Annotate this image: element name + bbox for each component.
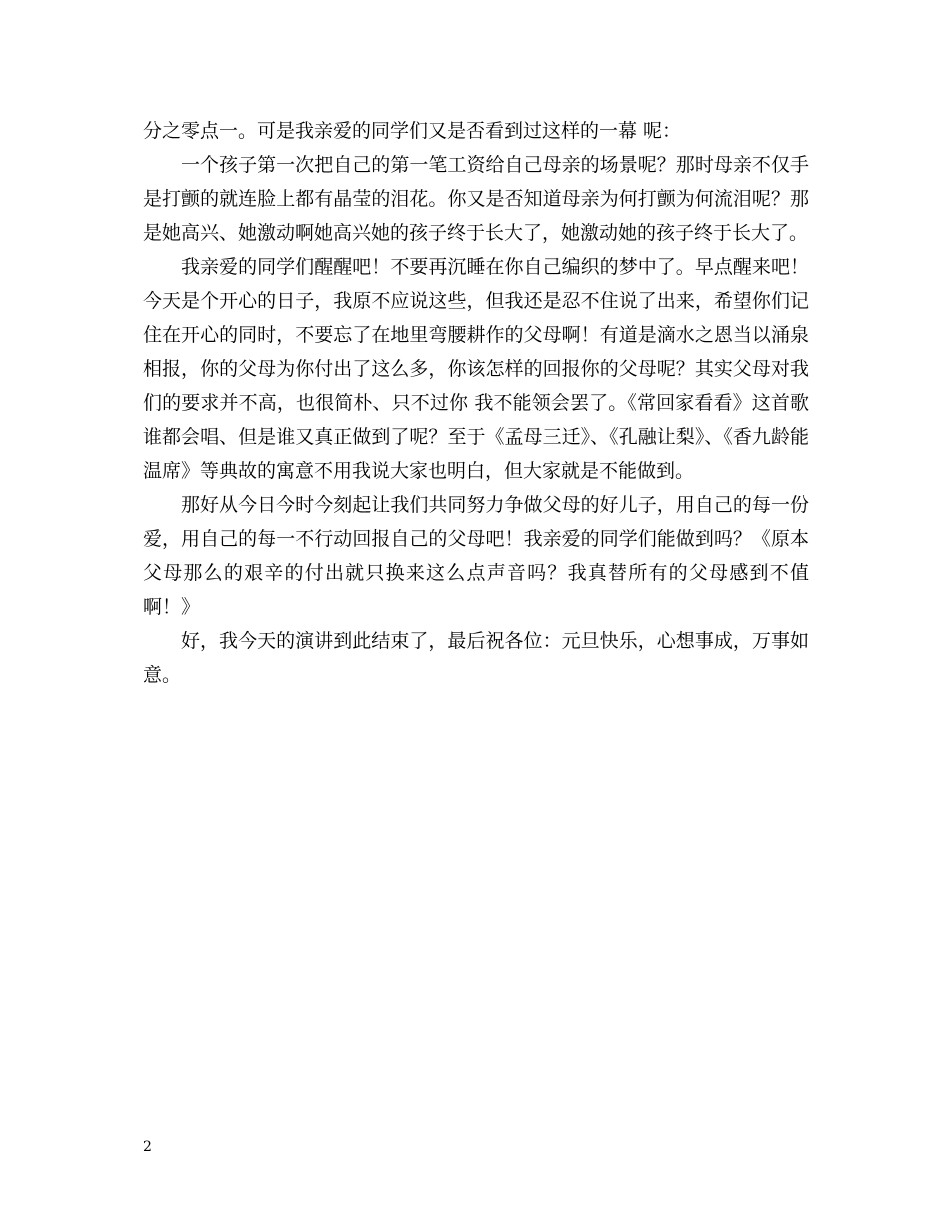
paragraph-2: 一个孩子第一次把自己的第一笔工资给自己母亲的场景呢？那时母亲不仅手是打颤的就连脸上都有晶莹的泪花。你又是否知道母亲为何打颤为何流泪呢？那是她高兴、她激动啊她高兴她的孩子终于长大了，她激动她的孩子终于长大了。 [143,154,809,244]
paragraph-3: 我亲爱的同学们醒醒吧！不要再沉睡在你自己编织的梦中了。早点醒来吧！今天是个开心的日子，我原不应说这些，但我还是忍不住说了出来，希望你们记住在开心的同时，不要忘了在地里弯腰耕作的父母啊！有道是滴水之恩当以涌泉相报，你的父母为你付出了这么多，你该怎样的回报你的父母呢？其实父母对我们的要求并不高，也很简朴、只不过你 我不能领会罢了。《常回家看看》这首歌谁都会唱、但是谁又真正做到了呢？至于《孟母三迁》、《孔融让梨》、《香九龄能温席》等典故的寓意不用我说大家也明白，但大家就是不能做到。 [143,256,809,482]
document-body [143,114,809,692]
paragraph-5: 好，我今天的演讲到此结束了，最后祝各位：元旦快乐，心想事成，万事如意。 [143,630,809,686]
paragraph-1: 分之零点一。可是我亲爱的同学们又是否看到过这样的一幕 呢： [143,120,682,142]
page-number: 2 [143,1139,152,1155]
paragraph-4: 那好从今日今时今刻起让我们共同努力争做父母的好儿子，用自己的每一份爱，用自己的每一不行动回报自己的父母吧！我亲爱的同学们能做到吗？《原本父母那么的艰辛的付出就只换来这么点声音吗？我真替所有的父母感到不值啊！》 [143,494,809,618]
